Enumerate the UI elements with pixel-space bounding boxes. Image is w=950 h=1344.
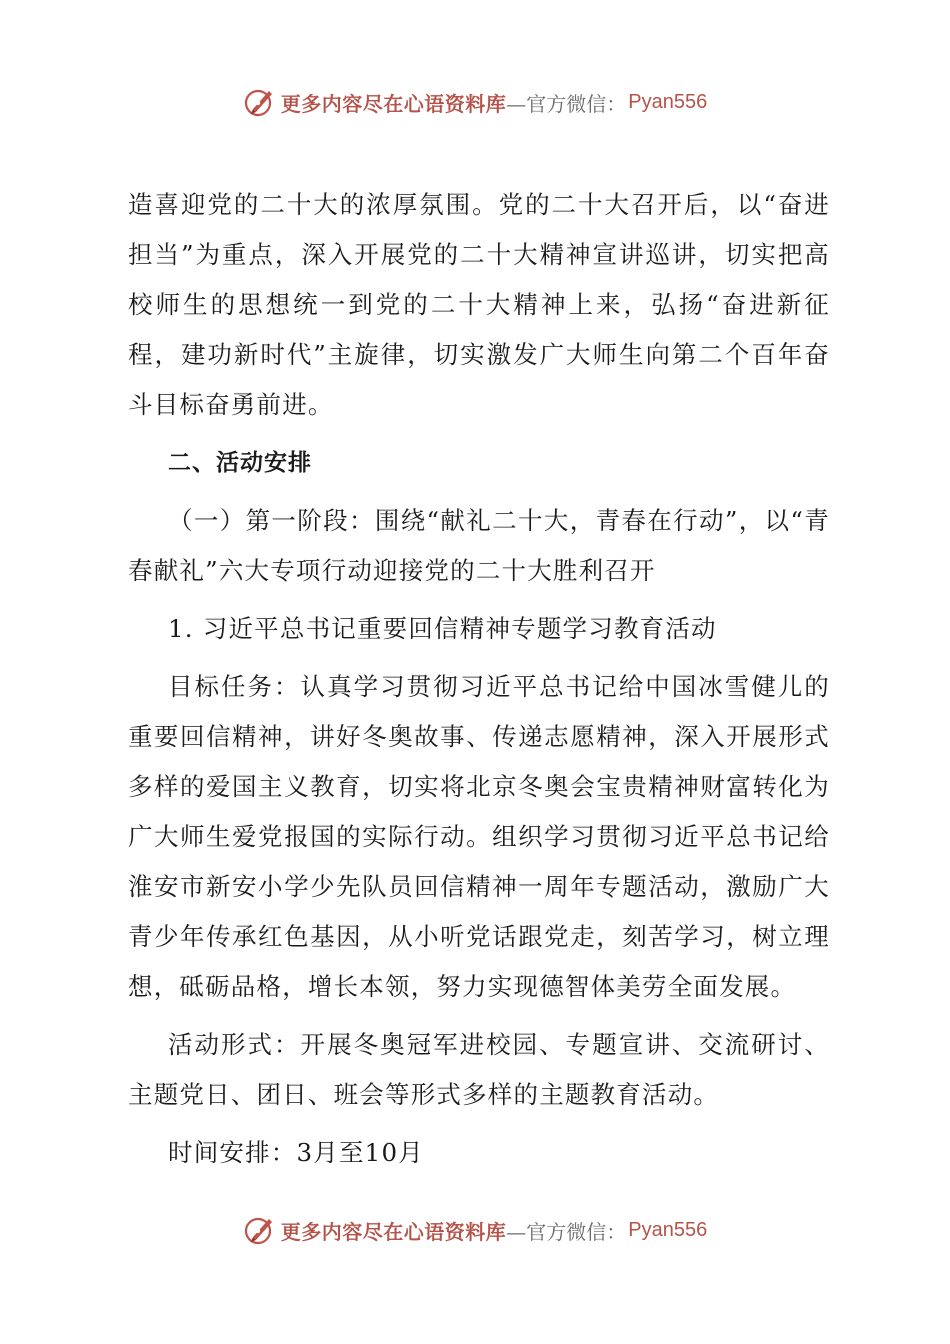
intro-paragraph: 造喜迎党的二十大的浓厚氛围。党的二十大召开后，以“奋进担当”为重点，深入开展党的二十大精神宣讲巡讲，切实把高校师生的思想统一到党的二十大精神上来，弘扬“奋进新征程，建功新时代”主旋律，切实激发广大师生向第二个百年奋斗目标奋勇前进。 [128, 190, 830, 419]
watermark-brand-text: 更多内容尽在心语资料库 [280, 1219, 507, 1244]
watermark-banner-top [0, 82, 950, 122]
watermark-brand-text: 更多内容尽在心语资料库 [280, 91, 507, 116]
form-paragraph: 活动形式：开展冬奥冠军进校园、专题宣讲、交流研讨、主题党日、团日、班会等形式多样的主题教育活动。 [128, 1030, 830, 1109]
watermark-banner-bottom [0, 1210, 950, 1250]
watermark-contact-label: —官方微信： [506, 91, 627, 116]
watermark-wechat-id: Pyan556 [628, 1218, 708, 1241]
watermark-wechat-id: Pyan556 [628, 90, 708, 113]
pen-logo-icon [243, 85, 277, 119]
pen-logo-icon [243, 1213, 277, 1247]
stage-title-paragraph: （一）第一阶段：围绕“献礼二十大，青春在行动”，以“青春献礼”六大专项行动迎接党的二十大胜利召开 [128, 506, 830, 585]
schedule-paragraph: 时间安排：3月至10月 [168, 1138, 424, 1167]
section-heading: 二、活动安排 [168, 450, 312, 476]
goal-paragraph: 目标任务：认真学习贯彻习近平总书记给中国冰雪健儿的重要回信精神，讲好冬奥故事、传递志愿精神，深入开展形式多样的爱国主义教育，切实将北京冬奥会宝贵精神财富转化为广大师生爱党报国的实际行动。组织学习贯彻习近平总书记给淮安市新安小学少先队员回信精神一周年专题活动，激励广大青少年传承红色基因，从小听党话跟党走，刻苦学习，树立理想，砥砺品格，增长本领，努力实现德智体美劳全面发展。 [128, 672, 830, 1001]
item-title-paragraph: 1. 习近平总书记重要回信精神专题学习教育活动 [168, 614, 717, 643]
watermark-contact-label: —官方微信： [506, 1219, 627, 1244]
document-body [128, 180, 830, 1178]
